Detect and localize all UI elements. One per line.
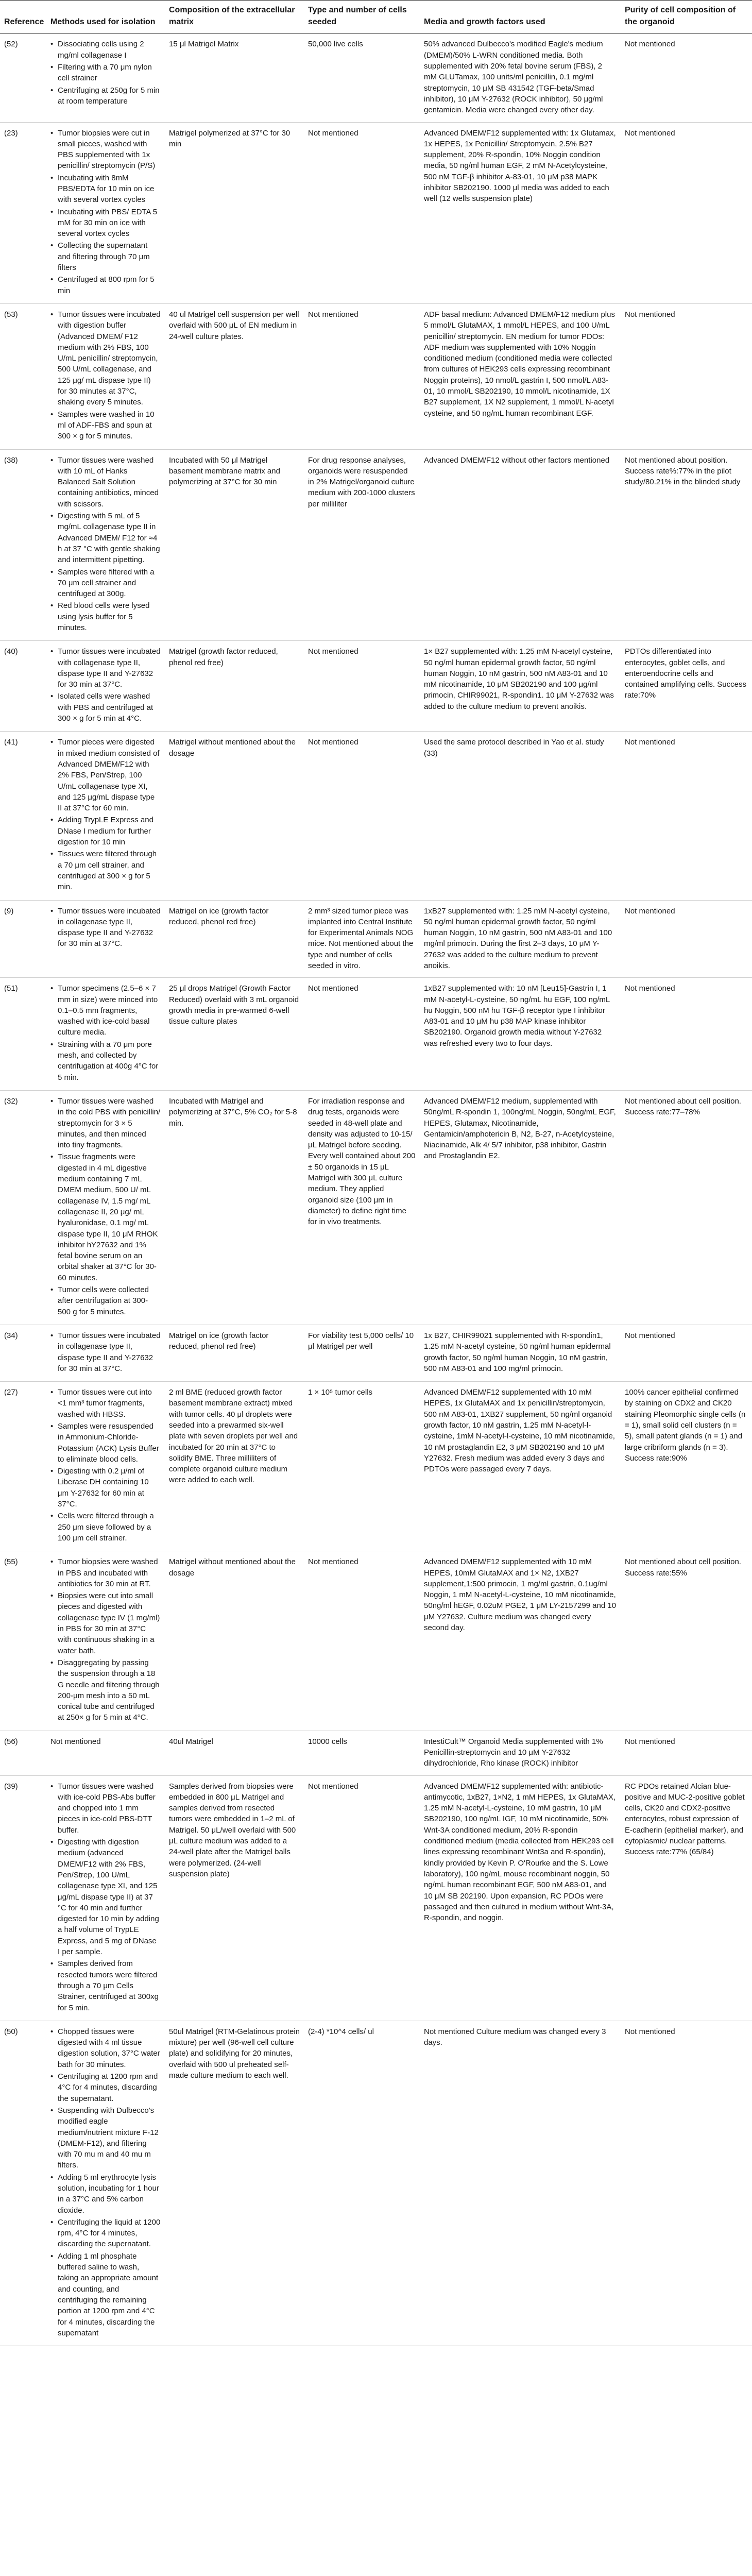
cells-seeded-cell: Not mentioned (304, 1775, 420, 2021)
methods-cell (46, 1551, 165, 1731)
methods-list-item: • Cells were filtered through a 250 μm sieve followed by a 100 μm cell strainer. (50, 1511, 161, 1544)
methods-list-item: • Tumor biopsies were cut in small pieces, washed with PBS supplemented with 1x penicillin/ streptomycin (P/S) (50, 128, 161, 172)
methods-list (50, 2026, 161, 2338)
methods-list-item: • Tumor tissues were incubated in collagenase type II, dispase type II and Y-27632 for 30 min at 37°C. (50, 906, 161, 950)
cells-seeded-cell: For irradiation response and drug tests, organoids were seeded in 48-well plate and density was adjusted to 10-15/μL Matrigel before seeding. Every well contained about 200 ± 50 organoids in 15 μL Matrigel with 300 μL culture medium. They applied organoid size (100 μm in diameter) to define right time for in vivo treatments. (304, 1090, 420, 1325)
purity-cell: Not mentioned (621, 33, 752, 122)
header-matrix: Composition of the extracellular matrix (165, 1, 304, 33)
matrix-cell: Incubated with Matrigel and polymerizing at 37°C, 5% CO₂ for 5-8 min. (165, 1090, 304, 1325)
header-media: Media and growth factors used (420, 1, 621, 33)
reference-cell: (39) (0, 1775, 46, 2021)
reference-cell: (34) (0, 1325, 46, 1381)
methods-cell (46, 2021, 165, 2346)
purity-cell: RC PDOs retained Alcian blue-positive and MUC-2-positive goblet cells, CK20 and CDX2-positive enterocytes, robust expression of E-cadherin (epithelial marker), and cytoplasmic/ nuclear patterns. Success rate:77% (65/84) (621, 1775, 752, 2021)
table-row (0, 1731, 752, 1775)
media-cell: 1x B27, CHIR99021 supplemented with R-spondin1, 1.25 mM N-acetyl cysteine, 50 ng/ml human epidermal growth factor, 50 ng/ml human Noggin, 10 nM gastrin, 500 nM A83-01 and 100 mg/ml primocin. (420, 1325, 621, 1381)
matrix-cell: Matrigel (growth factor reduced, phenol red free) (165, 641, 304, 732)
cells-seeded-cell: 1 × 10⁵ tumor cells (304, 1382, 420, 1551)
reference-cell: (23) (0, 122, 46, 303)
methods-list-item: • Tumor specimens (2.5–6 × 7 mm in size) were minced into 0.1–0.5 mm fragments, washed with ice-cold basal culture media. (50, 983, 161, 1038)
methods-list-item: • Tumor pieces were digested in mixed medium consisted of Advanced DMEM/F12 with 2% FBS, Pen/Strep, 100 U/mL collagenase type XI, and 125 μg/mL dispase type II at 37°C for 60 min. (50, 737, 161, 814)
purity-cell: PDTOs differentiated into enterocytes, goblet cells, and enteroendocrine cells and contained amplifying cells. Success rate:70% (621, 641, 752, 732)
table-header-row (0, 1, 752, 33)
methods-cell (46, 1090, 165, 1325)
methods-list-item: • Tumor tissues were incubated with collagenase type II, dispase type II and Y-27632 for 30 min at 37°C. (50, 646, 161, 690)
table-body (0, 33, 752, 2346)
media-cell: 1xB27 supplemented with: 10 nM [Leu15]-Gastrin I, 1 mM N-acetyl-L-cysteine, 50 ng/mL hu EGF, 100 ng/mL hu Noggin, 500 nM hu TGF-β receptor type I inhibitor A83-01 and 10 μM hu p38 MAP kinase inhibitor SB202190. Organoid growth media without Y-27632 was refreshed every two to four days. (420, 978, 621, 1091)
reference-cell: (55) (0, 1551, 46, 1731)
matrix-cell: Matrigel on ice (growth factor reduced, phenol red free) (165, 1325, 304, 1381)
media-cell: Advanced DMEM/F12 supplemented with 10 mM HEPES, 1x GlutaMAX and 1x penicillin/streptomycin, 500 nM A83-01, 1XB27 supplement, 50 ng/ml organoid growth factor, 10 nM gastrin, 1.25 mM N-acetyl-l-cysteine, 1mM N-acetyl-l-cysteine, 10 mM nicotinamide, 10 nM prostaglandin E2, 3 μM SB202190 and 10 μM Y27632. Fresh medium was added every 3 days and PDTOs were passaged every 7 days. (420, 1382, 621, 1551)
methods-list-item: • Tumor tissues were washed in the cold PBS with penicillin/ streptomycin for 3 × 5 minutes, and then minced into tiny fragments. (50, 1096, 161, 1150)
cells-seeded-cell: 10000 cells (304, 1731, 420, 1775)
methods-list-item: • Adding 1 ml phosphate buffered saline to wash, taking an appropriate amount and counting, and centrifuging the remaining portion at 1200 rpm and 4°C for 4 minutes, discarding the supernatant (50, 2251, 161, 2338)
table-row (0, 978, 752, 1091)
purity-cell: Not mentioned (621, 900, 752, 978)
cells-seeded-cell: Not mentioned (304, 1551, 420, 1731)
cells-seeded-cell: Not mentioned (304, 732, 420, 900)
methods-list-item: • Tumor cells were collected after centrifugation at 300-500 g for 5 minutes. (50, 1284, 161, 1317)
cells-seeded-cell: (2-4) *10^4 cells/ ul (304, 2021, 420, 2346)
cells-seeded-cell: For viability test 5,000 cells/ 10 μl Matrigel per well (304, 1325, 420, 1381)
methods-list-item: • Adding TrypLE Express and DNase I medium for further digestion for 10 min (50, 815, 161, 848)
methods-list-item: • Tumor tissues were washed with 10 mL of Hanks Balanced Salt Solution containing antibiotics, minced with scissors. (50, 455, 161, 510)
cells-seeded-cell: 2 mm³ sized tumor piece was implanted into Central Institute for Experimental Animals NOG mice. Not mentioned about the type and number of cells seeded in vitro. (304, 900, 420, 978)
table-row (0, 1551, 752, 1731)
matrix-cell: 40 ul Matrigel cell suspension per well overlaid with 500 μL of EN medium in 24-well culture plates. (165, 303, 304, 449)
reference-cell: (32) (0, 1090, 46, 1325)
media-cell: 1xB27 supplemented with: 1.25 mM N-acetyl cysteine, 50 ng/ml human epidermal growth factor, 50 ng/ml human Noggin, 10 nM gastrin, 500 nM A83-01 and 100 mg/ml primocin. During the first 2–3 days, 10 μM Y-27632 was added to the culture medium to prevent anoikis. (420, 900, 621, 978)
methods-list-item: • Suspending with Dulbecco's modified eagle medium/nutrient mixture F-12 (DMEM-F12), and filtering with 70 mu m and 40 mu m filters. (50, 2105, 161, 2171)
reference-cell: (38) (0, 449, 46, 641)
methods-list (50, 1556, 161, 1723)
media-cell: Not mentioned Culture medium was changed every 3 days. (420, 2021, 621, 2346)
matrix-cell: Matrigel on ice (growth factor reduced, phenol red free) (165, 900, 304, 978)
matrix-cell: Samples derived from biopsies were embedded in 800 μL Matrigel and samples derived from resected tumors were embedded in 1–2 mL of Matrigel. 50 μL/well overlaid with 500 μL culture medium was added to a 24-well plate after the Matrigel balls were polymerized. (24-well suspension plate) (165, 1775, 304, 2021)
table-row (0, 33, 752, 122)
methods-list (50, 983, 161, 1083)
table-row (0, 732, 752, 900)
media-cell: Advanced DMEM/F12 without other factors mentioned (420, 449, 621, 641)
reference-cell: (56) (0, 1731, 46, 1775)
methods-list-item: • Chopped tissues were digested with 4 ml tissue digestion solution, 37°C water bath for 30 minutes. (50, 2026, 161, 2070)
table-row (0, 1382, 752, 1551)
reference-cell: (27) (0, 1382, 46, 1551)
media-cell: 50% advanced Dulbecco's modified Eagle's medium (DMEM)/50% L-WRN conditioned media. Both supplemented with 20% fetal bovine serum (FBS), 2 mM GLUTamax, 100 units/ml penicillin, 0.1 mg/ml streptomycin, 10 μM SB 431542 (TGF-beta/Smad inhibitor), 10 μM Y-27632 (ROCK inhibitor), 50 μg/ml gentamicin. Media were changed every other day. (420, 33, 621, 122)
purity-cell: Not mentioned (621, 122, 752, 303)
methods-list (50, 1387, 161, 1544)
matrix-cell: 15 μl Matrigel Matrix (165, 33, 304, 122)
reference-cell: (40) (0, 641, 46, 732)
cells-seeded-cell: Not mentioned (304, 641, 420, 732)
media-cell: Advanced DMEM/F12 supplemented with 10 mM HEPES, 10mM GlutaMAX and 1× N2, 1XB27 supplement,1:500 primocin, 1 mg/ml gastrin, 0.1ug/ml Noggin, 1 mM N-acetyl-L-cysteine, 10 mM nicotinamide, 50ng/ml hEGF, 0.02uM PGE2, 1 μM LY-2157299 and 10 μM Y27632. Culture medium was changed every second day. (420, 1551, 621, 1731)
table-row (0, 1775, 752, 2021)
methods-cell (46, 641, 165, 732)
methods-list-item: • Digesting with digestion medium (advanced DMEM/F12 with 2% FBS, Pen/Strep, 100 U/mL collagenase type XI, and 125 μg/mL dispase type II) at 37 °C for 40 min and further digested for 10 min by adding a half volume of TrypLE Express, and 5 mg of DNase I per sample. (50, 1837, 161, 1957)
media-cell: ADF basal medium: Advanced DMEM/F12 medium plus 5 mmol/L GlutaMAX, 1 mmol/L HEPES, and 100 U/mL penicillin/ streptomycin. EN medium for tumor PDOs: ADF medium was supplemented with 10% Noggin conditioned medium (conditioned media were collected from cultures of HEK293 cells expressing recombinant Noggin proteins), 10 nmol/L gastrin I, 500 nmol/L A83-01, 10 mmol/L SB202190, 10 mmol/L nicotinamide, 1X B27 supplement, 1X N2 supplement, 1 mmol/L N-acetyl cysteine, and 50 ng/mL human recombinant EGF. (420, 303, 621, 449)
methods-list-item: • Centrifuging at 250g for 5 min at room temperature (50, 85, 161, 107)
purity-cell: Not mentioned (621, 2021, 752, 2346)
reference-cell: (53) (0, 303, 46, 449)
methods-cell (46, 1325, 165, 1381)
methods-cell (46, 1775, 165, 2021)
purity-cell: Not mentioned (621, 1731, 752, 1775)
methods-list-item: • Centrifuging the liquid at 1200 rpm, 4°C for 4 minutes, discarding the supernatant. (50, 2217, 161, 2250)
media-cell: Advanced DMEM/F12 supplemented with: 1x Glutamax, 1x HEPES, 1x Penicillin/ Streptomycin, 2.5% B27 supplement, 20% R-spondin, 10% Noggin condition media, 50 ng/ml human EGF, 2 mM N-Acetylcysteine, 500 nM TGF-β inhibitor A-83-01, 10 μM p38 MAPK inhibitor SB202190. 1000 μl media was added to each well (12 wells suspension plate) (420, 122, 621, 303)
methods-list (50, 646, 161, 724)
table-row (0, 641, 752, 732)
matrix-cell: Incubated with 50 μl Matrigel basement membrane matrix and polymerizing at 37°C for 30 min (165, 449, 304, 641)
header-reference: Reference (0, 1, 46, 33)
methods-list-item: • Tissue fragments were digested in 4 mL digestive medium containing 7 mL DMEM medium, 500 U/ mL collagenase IV, 1.5 mg/ mL collagenase II, 20 μg/ mL hyaluronidase, 0.1 mg/ mL dispase type II, 10 μM RHOK inhibitor hY27632 and 1% fetal bovine serum on an orbital shaker at 37°C for 30-60 minutes. (50, 1151, 161, 1283)
methods-list-item: • Tumor tissues were cut into <1 mm³ tumor fragments, washed with HBSS. (50, 1387, 161, 1420)
methods-list-item: • Straining with a 70 μm pore mesh, and collected by centrifugation at 400g 4°C for 5 min. (50, 1039, 161, 1083)
matrix-cell: 25 μl drops Matrigel (Growth Factor Reduced) overlaid with 3 mL organoid growth media in pre-warmed 6-well tissue culture plates (165, 978, 304, 1091)
methods-cell (46, 449, 165, 641)
header-methods: Methods used for isolation (46, 1, 165, 33)
methods-list-item: • Biopsies were cut into small pieces and digested with collagenase type IV (1 mg/ml) in PBS for 30 min at 37°C with continuous shaking in a water bath. (50, 1590, 161, 1656)
methods-list-item: • Filtering with a 70 μm nylon cell strainer (50, 62, 161, 84)
table-row (0, 449, 752, 641)
cells-seeded-cell: Not mentioned (304, 978, 420, 1091)
methods-list (50, 1781, 161, 2013)
methods-list-item: • Disaggregating by passing the suspension through a 18 G needle and filtering through 200-μm mesh into a 50 mL conical tube and centrifuged at 250× g for 5 min at 4°C. (50, 1657, 161, 1723)
purity-cell: Not mentioned (621, 978, 752, 1091)
cells-seeded-cell: 50,000 live cells (304, 33, 420, 122)
methods-list-item: • Centrifuging at 1200 rpm and 4°C for 4 minutes, discarding the supernatant. (50, 2071, 161, 2104)
methods-cell (46, 1382, 165, 1551)
table-row (0, 900, 752, 978)
reference-cell: (51) (0, 978, 46, 1091)
methods-list (50, 39, 161, 107)
reference-cell: (9) (0, 900, 46, 978)
methods-cell (46, 303, 165, 449)
table-row (0, 2021, 752, 2346)
methods-list-item: • Tumor biopsies were washed in PBS and incubated with antibiotics for 30 min at RT. (50, 1556, 161, 1589)
methods-list (50, 1330, 161, 1374)
cells-seeded-cell: For drug response analyses, organoids were resuspended in 2% Matrigel/organoid culture medium with 200-1000 clusters per milliliter (304, 449, 420, 641)
purity-cell: Not mentioned about cell position. Success rate:55% (621, 1551, 752, 1731)
cells-seeded-cell: Not mentioned (304, 303, 420, 449)
methods-list (50, 128, 161, 296)
header-cells: Type and number of cells seeded (304, 1, 420, 33)
purity-cell: Not mentioned (621, 303, 752, 449)
methods-cell (46, 122, 165, 303)
methods-list-item: • Incubating with PBS/ EDTA 5 mM for 30 min on ice with several vortex cycles (50, 207, 161, 240)
matrix-cell: 2 ml BME (reduced growth factor basement membrane extract) mixed with tumor cells. 40 μl droplets were seeded into a prewarmed six-well plate with seven droplets per well and incubated for 20 min at 37°C to solidify BME. Three milliliters of complete organoid culture medium were added to each well. (165, 1382, 304, 1551)
cells-seeded-cell: Not mentioned (304, 122, 420, 303)
matrix-cell: Matrigel polymerized at 37°C for 30 min (165, 122, 304, 303)
matrix-cell: 40ul Matrigel (165, 1731, 304, 1775)
methods-list-item: • Samples were filtered with a 70 μm cell strainer and centrifuged at 300g. (50, 567, 161, 600)
methods-list-item: • Tumor tissues were washed with ice-cold PBS-Abs buffer and chopped into 1 mm pieces in ice-cold PBS-DTT buffer. (50, 1781, 161, 1836)
methods-cell (46, 900, 165, 978)
methods-list-item: • Collecting the supernatant and filtering through 70 μm filters (50, 240, 161, 273)
methods-list-item: • Samples were washed in 10 ml of ADF-FBS and spun at 300 × g for 5 minutes. (50, 409, 161, 442)
methods-list-item: • Tissues were filtered through a 70 μm cell strainer, and centrifuged at 300 × g for 5 min. (50, 849, 161, 892)
matrix-cell: 50ul Matrigel (RTM-Gelatinous protein mixture) per well (96-well cell culture plate) and solidifying for 20 minutes, overlaid with 500 ul preheated self-made culture medium to each well. (165, 2021, 304, 2346)
methods-list (50, 455, 161, 634)
methods-list-item: • Isolated cells were washed with PBS and centrifuged at 300 × g for 5 min at 4°C. (50, 691, 161, 724)
methods-cell: Not mentioned (46, 1731, 165, 1775)
purity-cell: 100% cancer epithelial confirmed by staining on CDX2 and CK20 staining Pleomorphic single cells (n = 1), small solid cell clusters (n = 5), small patent glands (n = 1) and large cribriform glands (n = 3). Success rate:90% (621, 1382, 752, 1551)
header-purity: Purity of cell composition of the organoid (621, 1, 752, 33)
purity-cell: Not mentioned about position. Success rate%:77% in the pilot study/80.21% in the blinded study (621, 449, 752, 641)
methods-list-item: • Digesting with 5 mL of 5 mg/mL collagenase type II in Advanced DMEM/ F12 for ≈4 h at 37 °C with gentle shaking and intermittent pipetting. (50, 511, 161, 565)
methods-list-item: • Dissociating cells using 2 mg/ml collagenase I (50, 39, 161, 61)
matrix-cell: Matrigel without mentioned about the dosage (165, 1551, 304, 1731)
reference-cell: (52) (0, 33, 46, 122)
methods-list-item: • Tumor tissues were incubated in collagenase type II, dispase type II and Y-27632 for 30 min at 37°C. (50, 1330, 161, 1374)
purity-cell: Not mentioned about cell position. Success rate:77–78% (621, 1090, 752, 1325)
methods-list (50, 1096, 161, 1317)
media-cell: 1× B27 supplemented with: 1.25 mM N-acetyl cysteine, 50 ng/ml human epidermal growth factor, 50 ng/ml human Noggin, 10 nM gastrin, 500 nM A83-01 and 10 mM nicotinamide, 10 μM SB202190 and 100 μg/ml primocin, CHIR99021, R-spondin1. 10 μM Y-27632 was added to the culture medium to prevent anoikis. (420, 641, 621, 732)
methods-list (50, 737, 161, 892)
reference-cell: (41) (0, 732, 46, 900)
table-row (0, 122, 752, 303)
purity-cell: Not mentioned (621, 1325, 752, 1381)
purity-cell: Not mentioned (621, 732, 752, 900)
methods-cell (46, 33, 165, 122)
methods-list (50, 906, 161, 950)
methods-list-item: • Tumor tissues were incubated with digestion buffer (Advanced DMEM/ F12 medium with 2% FBS, 100 U/mL penicillin/ streptomycin, 500 U/mL collagenase, and 125 μg/ mL dispase type II) for 30 minutes at 37°C, shaking every 5 minutes. (50, 309, 161, 408)
methods-list-item: • Red blood cells were lysed using lysis buffer for 5 minutes. (50, 600, 161, 633)
table-row (0, 1090, 752, 1325)
table-row (0, 303, 752, 449)
reference-cell: (50) (0, 2021, 46, 2346)
methods-list-item: • Samples derived from resected tumors were filtered through a 70 μm Cells Strainer, centrifuged at 300xg for 5 min. (50, 1958, 161, 2013)
methods-list-item: • Incubating with 8mM PBS/EDTA for 10 min on ice with several vortex cycles (50, 173, 161, 206)
media-cell: Advanced DMEM/F12 medium, supplemented with 50ng/mL R-spondin 1, 100ng/mL Noggin, 50ng/mL EGF, HEPES, Glutamax, Nicotinamide, Gentamicin/amphotericin B, N2, B-27, n-Acetylcysteine, Niacinamide, Alk 4/ 5/7 inhibitor, p38 inhibitor, Gastrin and Prostaglandin E2. (420, 1090, 621, 1325)
media-cell: Used the same protocol described in Yao et al. study (33) (420, 732, 621, 900)
methods-list-item: • Centrifuged at 800 rpm for 5 min (50, 274, 161, 296)
methods-list-item: • Digesting with 0.2 μ/ml of Liberase DH containing 10 μm Y-27632 for 60 min at 37°C. (50, 1466, 161, 1510)
media-cell: Advanced DMEM/F12 supplemented with: antibiotic-antimycotic, 1xB27, 1×N2, 1 mM HEPES, 1x GlutaMAX, 1.25 mM N-acetyl-L-cysteine, 10 mM gastrin, 10 μM SB202190, 100 ng/mL IGF, 10 mM nicotinamide, 50% Wnt-3A conditioned medium, 20% R-spondin conditioned medium (media collected from HEK293 cell lines expressing recombinant Wnt3a and R-spondin), kindly provided by Kevin P. O'Rourke and the S. Lowe laboratory), 100 ng/mL mouse recombinant noggin, 50 ng/mL human recombinant EGF, 500 nM A83-01, and 10 μM SB 202190. Upon expansion, RC PDOs were passaged and then cultured in medium without Wnt-3A, R-spondin, and noggin. (420, 1775, 621, 2021)
methods-cell (46, 978, 165, 1091)
media-cell: IntestiCult™ Organoid Media supplemented with 1% Penicillin-streptomycin and 10 μM Y-27632 dihydrochloride, Rho kinase (ROCK) inhibitor (420, 1731, 621, 1775)
table-row (0, 1325, 752, 1381)
methods-list (50, 309, 161, 442)
methods-list-item: • Adding 5 ml erythrocyte lysis solution, incubating for 1 hour in a 37°C and 5% carbon dioxide. (50, 2172, 161, 2216)
methods-list-item: • Samples were resuspended in Ammonium-Chloride-Potassium (ACK) Lysis Buffer to eliminate blood cells. (50, 1421, 161, 1465)
methods-cell (46, 732, 165, 900)
matrix-cell: Matrigel without mentioned about the dosage (165, 732, 304, 900)
